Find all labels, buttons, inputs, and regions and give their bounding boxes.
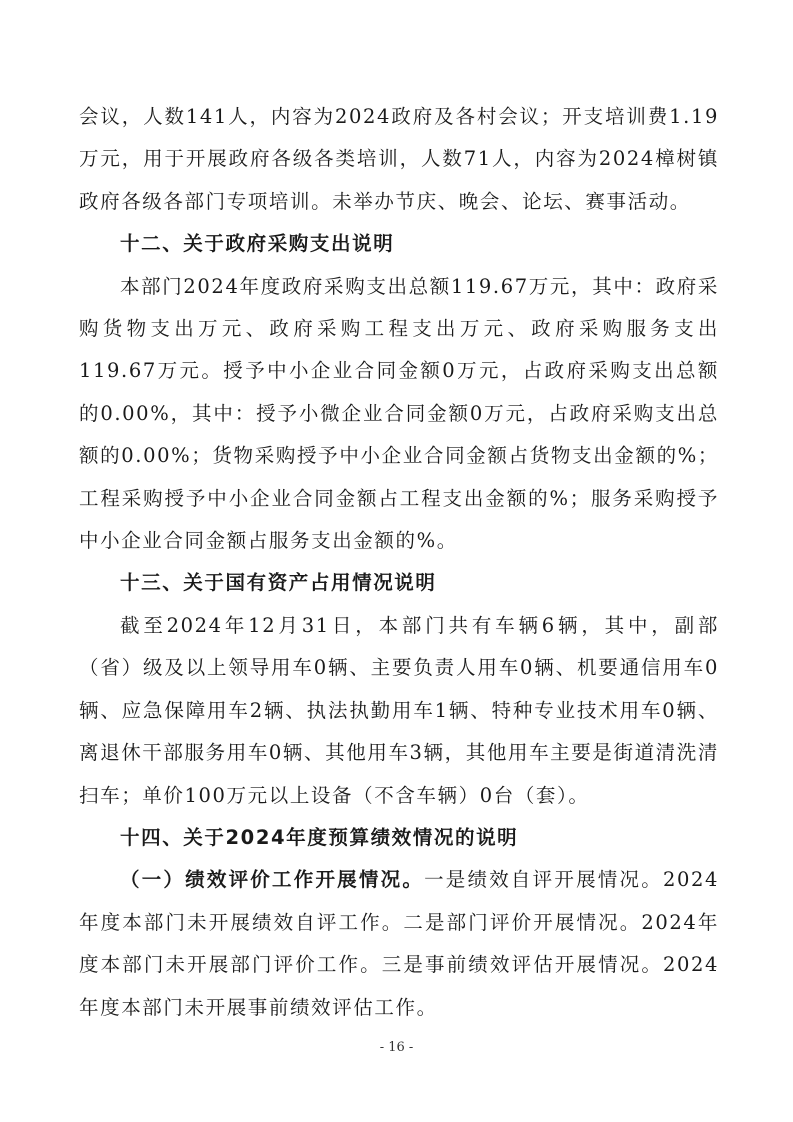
paragraph-state-assets: 截至2024年12月31日，本部门共有车辆6辆，其中，副部（省）级及以上领导用车0辆、主要负责人用车0辆、机要通信用车0辆、应急保障用车2辆、执法执勤用车1辆、特种专业技术用车0辆、离退休干部服务用车0辆、其他用车3辆，其他用车主要是街道清洗清扫车；单价100万元以上设备（不含车辆）0台（套）。 — [79, 613, 719, 807]
heading-state-assets: 十三、关于国有资产占用情况说明 — [120, 571, 437, 595]
paragraph-performance-body: 一是绩效自评开展情况。2024年度本部门未开展绩效自评工作。二是部门评价开展情况。2024年度本部门未开展部门评价工作。三是事前绩效评估开展情况。2024年度本部门未开展事前绩效评估工作。 — [79, 868, 719, 1019]
paragraph-performance-lead: （一）绩效评价工作开展情况。 — [120, 868, 425, 892]
page-number: - 16 - — [379, 1040, 414, 1055]
heading-procurement: 十二、关于政府采购支出说明 — [120, 232, 395, 256]
document-body — [79, 96, 719, 1029]
heading-performance: 十四、关于2024年度预算绩效情况的说明 — [120, 825, 519, 849]
paragraph-performance — [79, 859, 719, 1029]
paragraph-procurement: 本部门2024年度政府采购支出总额119.67万元，其中：政府采购货物支出万元、政府采购工程支出万元、政府采购服务支出119.67万元。授予中小企业合同金额0万元，占政府采购支出总额的0.00%，其中：授予小微企业合同金额0万元，占政府采购支出总额的0.00%；货物采购授予中小企业合同金额占货物支出金额的%；工程采购授予中小企业合同金额占工程支出金额的%；服务采购授予中小企业合同金额占服务支出金额的%。 — [79, 274, 719, 553]
paragraph-meeting-training: 会议，人数141人，内容为2024政府及各村会议；开支培训费1.19万元，用于开展政府各级各类培训，人数71人，内容为2024樟树镇政府各级各部门专项培训。未举办节庆、晚会、论坛、赛事活动。 — [79, 105, 719, 213]
